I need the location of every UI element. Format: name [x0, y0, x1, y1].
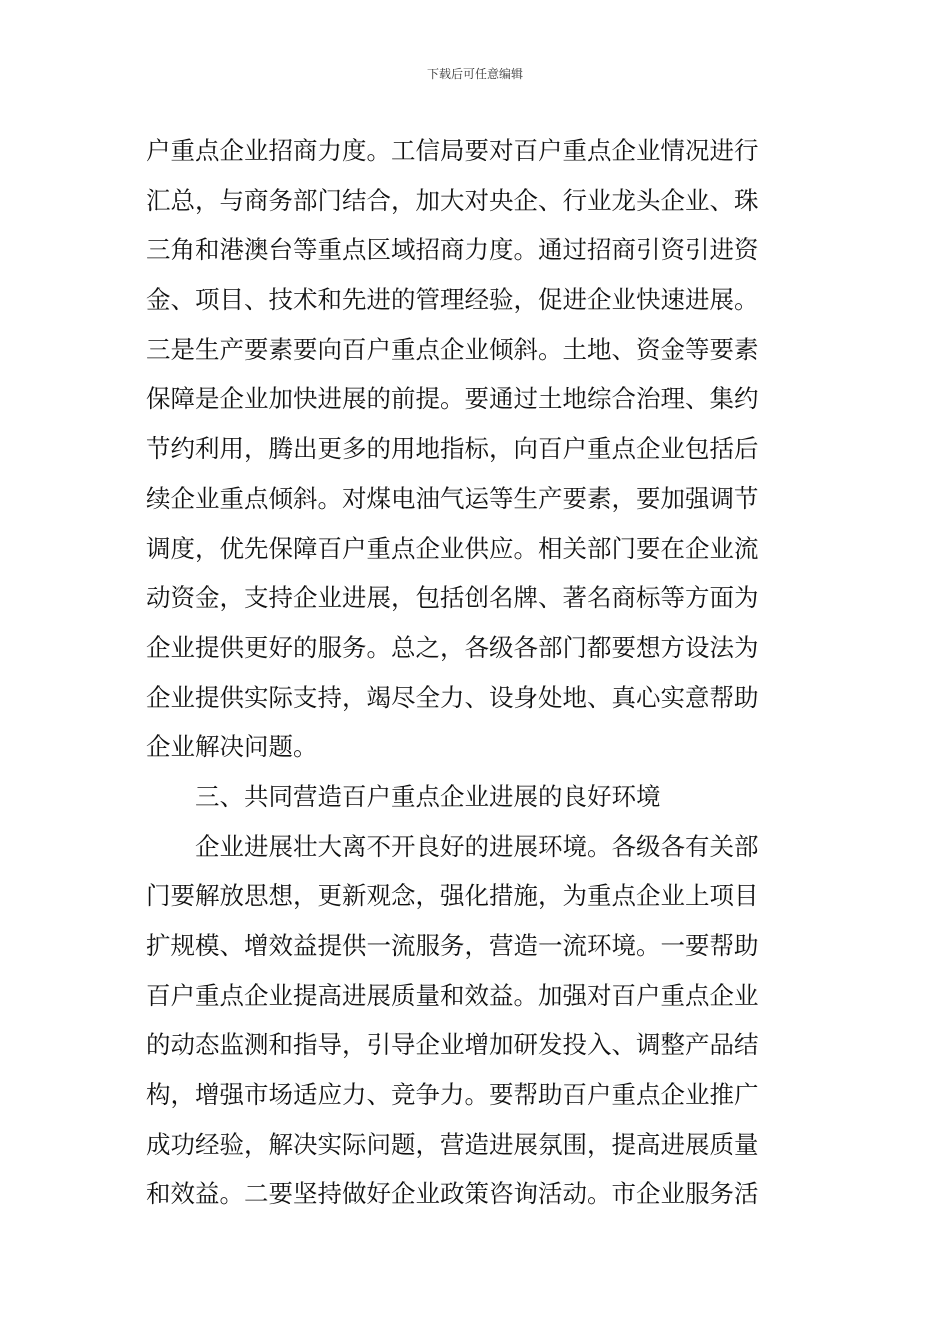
text-line: 构，增强市场适应力、竞争力。要帮助百户重点企业推广: [146, 1080, 759, 1110]
text-line: 续企业重点倾斜。对煤电油气运等生产要素，要加强调节: [146, 483, 759, 513]
text-line: 企业提供实际支持，竭尽全力、设身处地、真心实意帮助: [146, 682, 759, 712]
text-line: 企业解决问题。: [146, 732, 318, 762]
document-body: [146, 126, 808, 1219]
text-line: 扩规模、增效益提供一流服务，营造一流环境。一要帮助: [146, 931, 759, 960]
text-line: 动资金，支持企业进展，包括创名牌、著名商标等方面为: [146, 583, 759, 613]
text-line: 百户重点企业提高进展质量和效益。加强对百户重点企业: [146, 980, 759, 1010]
text-line: 的动态监测和指导，引导企业增加研发投入、调整产品结: [146, 1030, 759, 1060]
text-line: 成功经验，解决实际问题，营造进展氛围，提高进展质量: [146, 1129, 759, 1159]
text-line: 保障是企业加快进展的前提。要通过土地综合治理、集约: [146, 384, 759, 414]
section-heading: 三、共同营造百户重点企业进展的良好环境: [195, 781, 661, 811]
text-line: 门要解放思想，更新观念，强化措施，为重点企业上项目: [146, 881, 759, 911]
text-line: 和效益。二要坚持做好企业政策咨询活动。市企业服务活: [146, 1179, 759, 1209]
text-line: 企业进展壮大离不开良好的进展环境。各级各有关部: [195, 831, 759, 861]
text-line: 三是生产要素要向百户重点企业倾斜。土地、资金等要素: [146, 334, 759, 364]
text-line: 户重点企业招商力度。工信局要对百户重点企业情况进行: [146, 136, 759, 165]
text-line: 企业提供更好的服务。总之，各级各部门都要想方设法为: [146, 632, 759, 662]
text-line: 汇总，与商务部门结合，加大对央企、行业龙头企业、珠: [146, 185, 759, 215]
text-line: 金、项目、技术和先进的管理经验，促进企业快速进展。: [146, 285, 759, 315]
text-line: 节约利用，腾出更多的用地指标，向百户重点企业包括后: [146, 434, 759, 464]
page-header: 下载后可任意编辑: [426, 67, 523, 81]
text-line: 调度，优先保障百户重点企业供应。相关部门要在企业流: [146, 533, 759, 563]
text-line: 三角和港澳台等重点区域招商力度。通过招商引资引进资: [146, 235, 759, 265]
